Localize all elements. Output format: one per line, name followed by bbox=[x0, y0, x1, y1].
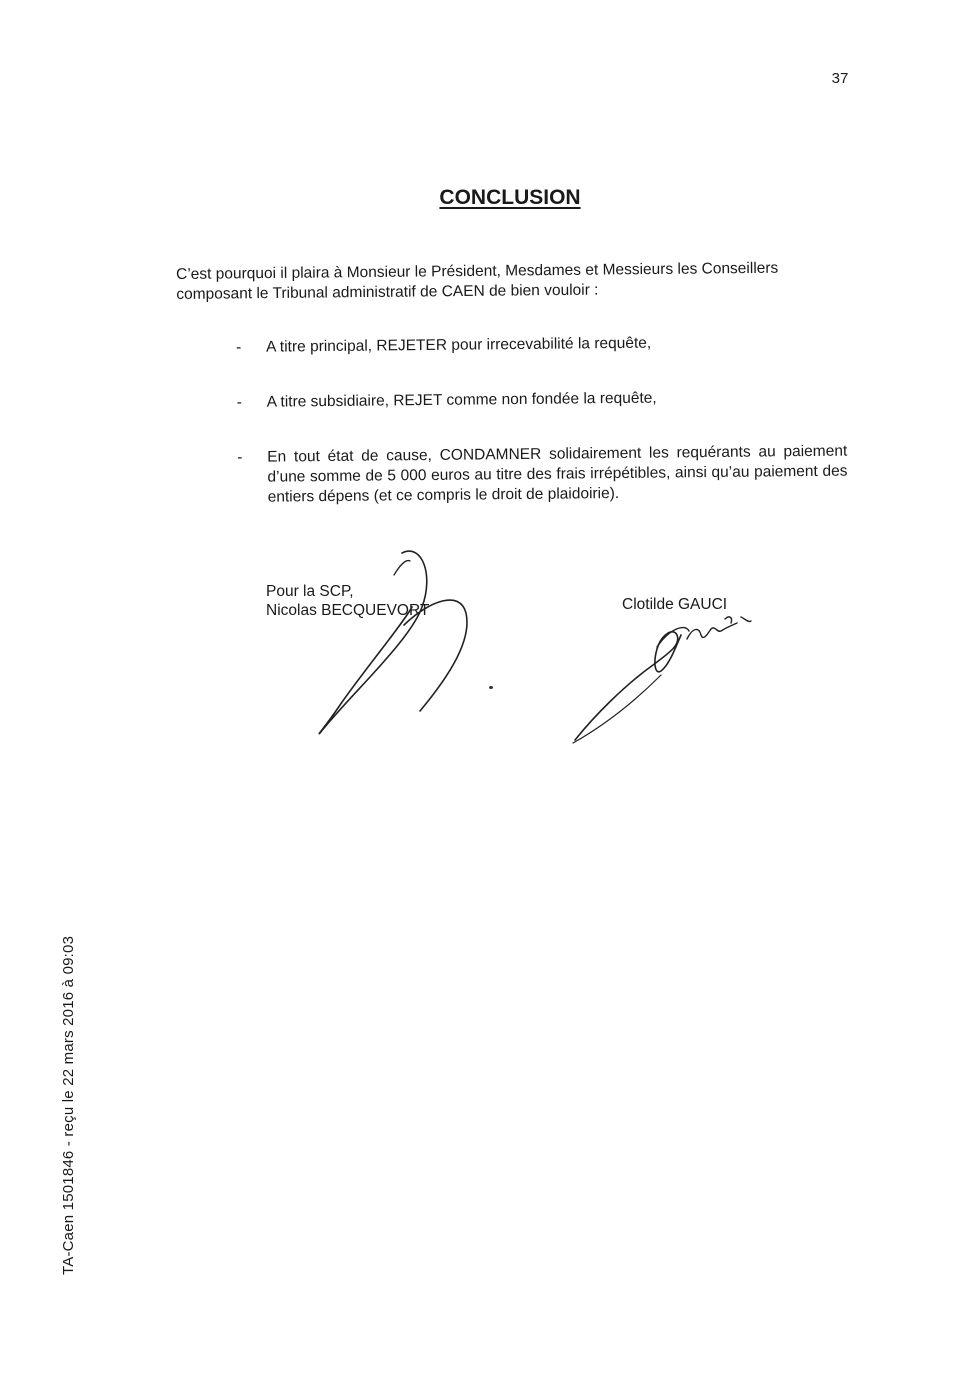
bullet-dash: - bbox=[236, 338, 242, 356]
list-item-text: En tout état de cause, CONDAMNER solidairement les requérants au paiement d’une somme de 5 000 euros au titre des frais irrépétibles, ainsi qu’au paiement des entiers dépens (et ce compris le droit de plaidoirie). bbox=[267, 442, 848, 506]
list-item-text: A titre subsidiaire, REJET comme non fondée la requête, bbox=[266, 389, 657, 411]
page-number: 37 bbox=[831, 70, 849, 87]
intro-line-1: C’est pourquoi il plaira à Monsieur le Président, Mesdames et Messieurs les Conseillers bbox=[176, 259, 779, 283]
stamp-dot bbox=[489, 686, 493, 689]
signatory-left-line-1: Pour la SCP, bbox=[266, 583, 354, 600]
bullet-dash: - bbox=[237, 448, 243, 466]
requests-list bbox=[234, 332, 848, 508]
intro-line-2: composant le Tribunal administratif de CAEN de bien vouloir : bbox=[176, 281, 599, 303]
page-title: CONCLUSION bbox=[439, 186, 581, 209]
bullet-dash: - bbox=[236, 393, 242, 411]
received-stamp: TA-Caen 1501846 - reçu le 22 mars 2016 à 09:03 bbox=[60, 935, 77, 1275]
handwritten-signature-left bbox=[310, 545, 480, 745]
signatory-right-name: Clotilde GAUCI bbox=[622, 596, 728, 613]
handwritten-signature-right bbox=[565, 605, 760, 750]
list-item bbox=[234, 332, 846, 358]
intro-paragraph bbox=[176, 258, 846, 305]
list-item bbox=[235, 387, 847, 413]
signatory-left-line-2: Nicolas BECQUEVORT bbox=[266, 602, 430, 619]
list-item-text: A titre principal, REJETER pour irrecevabilité la requête, bbox=[266, 334, 652, 356]
list-item bbox=[235, 442, 848, 508]
